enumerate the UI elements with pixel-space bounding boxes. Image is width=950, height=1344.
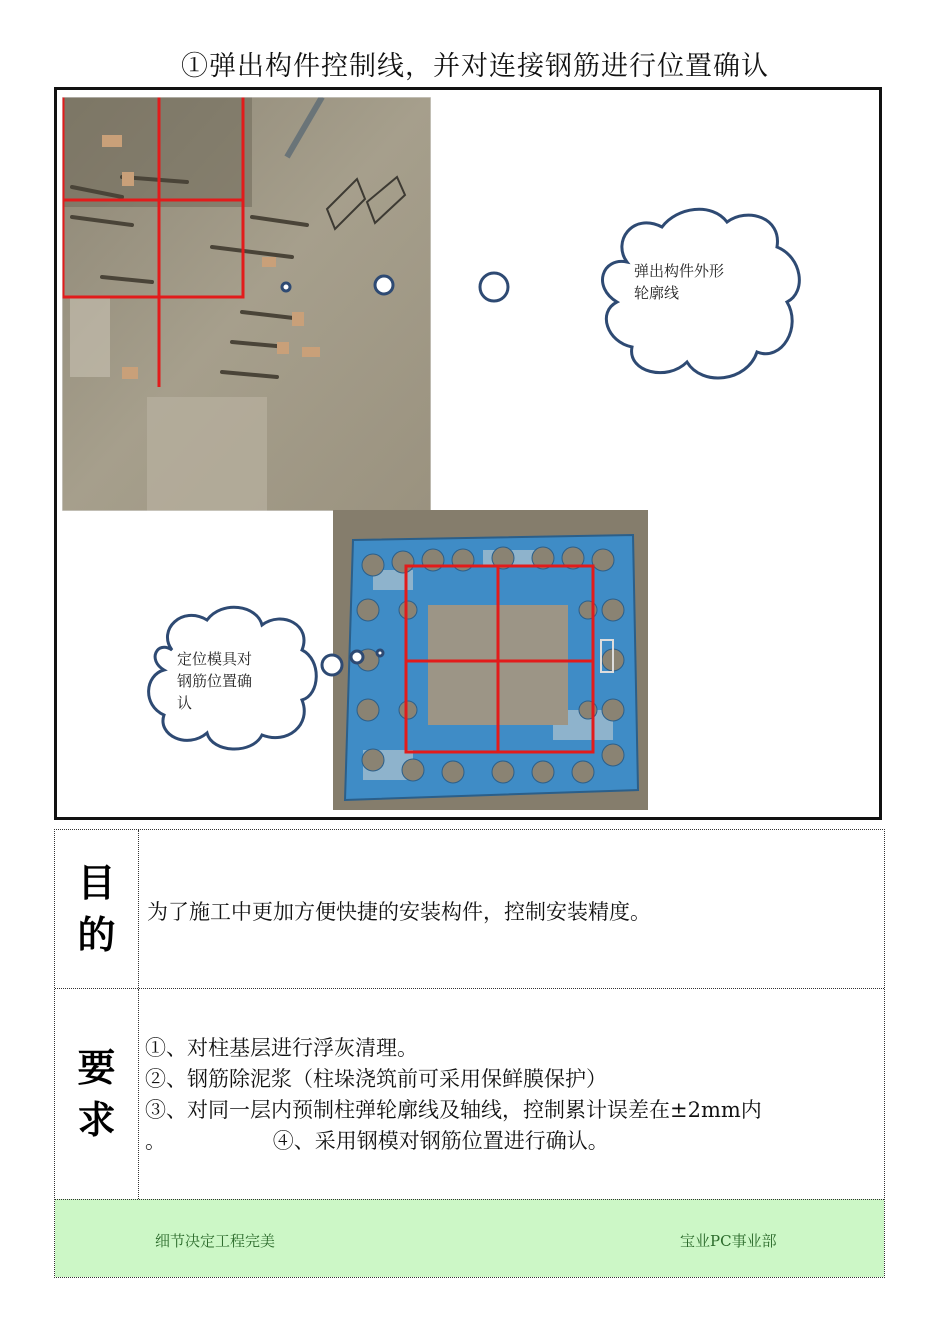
requirements-list: [145, 1033, 875, 1157]
purpose-heading-char-2: 的: [77, 913, 116, 957]
requirements-heading-char-2: 求: [77, 1098, 116, 1142]
requirement-item: ②、钢筋除泥浆（柱垛浇筑前可采用保鲜膜保护）: [145, 1067, 607, 1091]
purpose-text: 为了施工中更加方便快捷的安装构件，控制安装精度。: [147, 900, 651, 924]
callout-top-line-2: 轮廓线: [634, 284, 680, 302]
purpose-heading: [75, 857, 119, 961]
info-table: [54, 829, 885, 1278]
callout-cloud-top: [272, 202, 812, 392]
requirements-heading-char-1: 要: [77, 1046, 116, 1090]
photo-panel: [54, 87, 882, 820]
requirement-item: ①、对柱基层进行浮灰清理。: [145, 1036, 418, 1060]
callout-bottom-line-2: 钢筋位置确: [177, 672, 253, 690]
page-title: ①弹出构件控制线，并对连接钢筋进行位置确认: [181, 51, 769, 82]
footer-slogan: 细节决定工程完美: [155, 1232, 276, 1250]
callout-top-text: [634, 260, 724, 304]
requirement-item: 。 ④、采用钢模对钢筋位置进行确认。: [145, 1129, 609, 1153]
requirements-row: [55, 989, 884, 1199]
footer-row: [55, 1199, 884, 1277]
callout-bottom-text: [177, 648, 252, 714]
purpose-heading-char-1: 目: [77, 861, 116, 905]
footer-department: 宝业PC事业部: [680, 1232, 777, 1250]
requirements-heading: [75, 1042, 119, 1146]
purpose-heading-cell: [55, 830, 139, 988]
callout-top-line-1: 弹出构件外形: [634, 262, 725, 280]
callout-bottom-line-1: 定位模具对: [177, 650, 253, 668]
purpose-row: [55, 830, 884, 989]
requirement-item: ③、对同一层内预制柱弹轮廓线及轴线，控制累计误差在±2mm内: [145, 1098, 762, 1122]
requirements-heading-cell: [55, 989, 139, 1199]
callout-bottom-line-3: 认: [177, 694, 193, 712]
